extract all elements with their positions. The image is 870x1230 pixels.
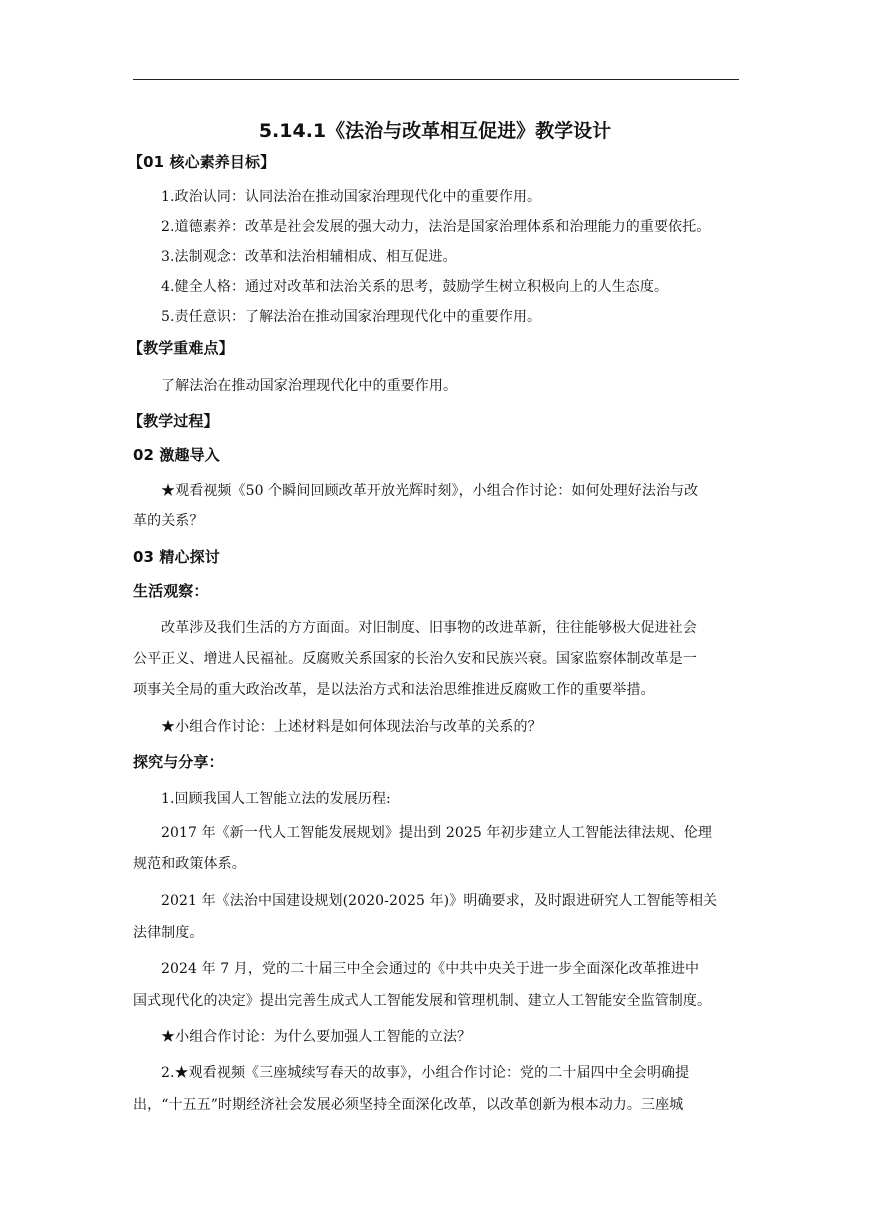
heading-process: 【教学过程】 [128, 412, 219, 430]
life-line: 项事关全局的重大政治改革，是以法治方式和法治思维推进反腐败工作的重要举措。 [133, 682, 655, 698]
key-points-text: 了解法治在推动国家治理现代化中的重要作用。 [161, 378, 458, 394]
goal-item: 3.法制观念：改革和法治相辅相成、相互促进。 [161, 249, 457, 265]
share-line: 2024 年 7 月，党的二十届三中全会通过的《中共中央关于进一步全面深化改革推进中 [161, 961, 700, 977]
share-line: 国式现代化的决定》提出完善生成式人工智能发展和管理机制、建立人工智能安全监管制度。 [133, 993, 712, 1009]
life-line: 改革涉及我们生活的方方面面。对旧制度、旧事物的改进革新，往往能够极大促进社会 [161, 620, 697, 636]
heading-core-goals: 【01 核心素养目标】 [128, 153, 276, 171]
intro-line: ★观看视频《50 个瞬间回顾改革开放光辉时刻》，小组合作讨论：如何处理好法治与改 [161, 483, 699, 499]
goal-item: 4.健全人格：通过对改革和法治关系的思考，鼓励学生树立积极向上的人生态度。 [161, 279, 669, 295]
share-item: 2.★观看视频《三座城续写春天的故事》，小组合作讨论：党的二十届四中全会明确提 [161, 1065, 690, 1081]
share-item: 1.回顾我国人工智能立法的发展历程: [161, 791, 391, 807]
intro-line: 革的关系？ [133, 513, 204, 529]
share-line: 2017 年《新一代人工智能发展规划》提出到 2025 年初步建立人工智能法律法规、伦理 [161, 825, 713, 841]
share-line: 法律制度。 [133, 925, 204, 941]
life-line: 公平正义、增进人民福祉。反腐败关系国家的长治久安和民族兴衰。国家监察体制改革是一 [133, 651, 697, 667]
goal-item: 2.道德素养：改革是社会发展的强大动力，法治是国家治理体系和治理能力的重要依托。 [161, 219, 711, 235]
header-rule [133, 79, 739, 80]
goal-item: 5.责任意识：了解法治在推动国家治理现代化中的重要作用。 [161, 309, 542, 325]
share-line: 规范和政策体系。 [133, 856, 246, 872]
life-discussion: ★小组合作讨论：上述材料是如何体现法治与改革的关系的？ [161, 719, 542, 735]
heading-explore-share: 探究与分享： [133, 753, 224, 771]
goal-item: 1.政治认同：认同法治在推动国家治理现代化中的重要作用。 [161, 189, 542, 205]
heading-explore: 03 精心探讨 [133, 548, 220, 566]
heading-key-points: 【教学重难点】 [128, 339, 234, 357]
share-line: 2021 年《法治中国建设规划(2020-2025 年)》明确要求，及时跟进研究人工智能等相关 [161, 893, 718, 909]
heading-intro: 02 激趣导入 [133, 446, 220, 464]
share-line: 出，“十五五”时期经济社会发展必须坚持全面深化改革，以改革创新为根本动力。三座城 [133, 1097, 684, 1113]
heading-life-observation: 生活观察： [133, 582, 209, 600]
share-discussion: ★小组合作讨论：为什么要加强人工智能的立法？ [161, 1029, 472, 1045]
document-title: 5.14.1《法治与改革相互促进》教学设计 [258, 120, 612, 142]
